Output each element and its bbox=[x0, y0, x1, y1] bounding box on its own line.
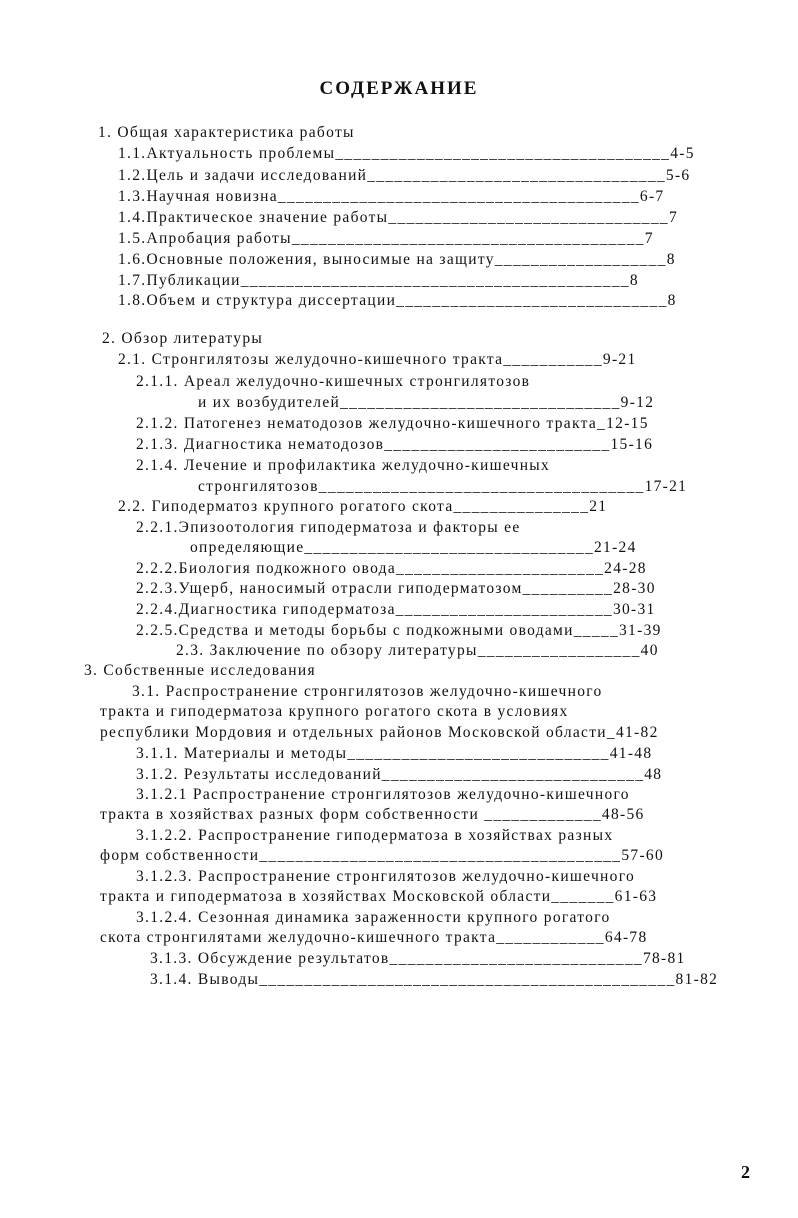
toc-entry-3-1-2-4: 3.1.2.4. Сезонная динамика зараженности крупного рогатого bbox=[136, 909, 611, 926]
toc-entry-3-1-2-2-cont: форм собственности________________________________________57-60 bbox=[100, 847, 665, 864]
toc-entry-2-2-1-cont: определяющие________________________________21-24 bbox=[190, 539, 637, 556]
toc-entry-3-1-2-3-cont: тракта и гиподерматоза в хозяйствах Московской области_______61-63 bbox=[100, 888, 658, 905]
toc-entry-3-1-2-4-cont: скота стронгилятами желудочно-кишечного тракта____________64-78 bbox=[100, 929, 648, 946]
toc-entry-3: 3. Собственные исследования bbox=[84, 662, 316, 679]
toc-entry-2-1-3: 2.1.3. Диагностика нематодозов_________________________15-16 bbox=[136, 436, 654, 453]
toc-entry-2-2-2: 2.2.2.Биология подкожного овода_______________________24-28 bbox=[136, 560, 647, 577]
toc-entry-3-1-2-2: 3.1.2.2. Распространение гиподерматоза в хозяйствах разных bbox=[136, 827, 614, 844]
toc-entry-2-1-1: 2.1.1. Ареал желудочно-кишечных стронгилятозов bbox=[136, 373, 531, 390]
toc-entry-2-1-1-cont: и их возбудителей_______________________________9-12 bbox=[198, 394, 655, 411]
toc-entry-2-2: 2.2. Гиподерматоз крупного рогатого скота_______________21 bbox=[118, 498, 608, 515]
toc-entry-2-1-2: 2.1.2. Патогенез нематодозов желудочно-кишечного тракта_12-15 bbox=[136, 415, 649, 432]
toc-entry-1-6: 1.6.Основные положения, выносимые на защиту___________________8 bbox=[118, 251, 676, 268]
toc-entry-3-1-2-3: 3.1.2.3. Распространение стронгилятозов желудочно-кишечного bbox=[136, 868, 636, 885]
toc-entry-2-1-4: 2.1.4. Лечение и профилактика желудочно-кишечных bbox=[136, 457, 551, 474]
toc-entry-3-1-2-1-cont: тракта в хозяйствах разных форм собственности _____________48-56 bbox=[100, 806, 645, 823]
toc-entry-3-1-1: 3.1.1. Материалы и методы_____________________________41-48 bbox=[136, 745, 653, 762]
page-title: СОДЕРЖАНИЕ bbox=[319, 78, 479, 99]
toc-entry-3-1: 3.1. Распространение стронгилятозов желудочно-кишечного bbox=[132, 683, 603, 700]
toc-entry-1-2: 1.2.Цель и задачи исследований_________________________________5-6 bbox=[118, 167, 691, 184]
toc-entry-3-1-2-1: 3.1.2.1 Распространение стронгилятозов желудочно-кишечного bbox=[136, 786, 630, 803]
toc-entry-3-1-3: 3.1.3. Обсуждение результатов____________________________78-81 bbox=[150, 950, 686, 967]
toc-entry-1-7: 1.7.Публикации___________________________________________8 bbox=[118, 272, 639, 289]
toc-entry-3-1-2: 3.1.2. Результаты исследований_____________________________48 bbox=[136, 766, 663, 783]
toc-entry-2-1-4-cont: стронгилятозов____________________________________17-21 bbox=[198, 478, 688, 495]
toc-entry-1-4: 1.4.Практическое значение работы_______________________________7 bbox=[118, 209, 678, 226]
toc-entry-2-3: 2.3. Заключение по обзору литературы__________________40 bbox=[176, 642, 659, 659]
toc-entry-1-8: 1.8.Объем и структура диссертации______________________________8 bbox=[118, 292, 677, 309]
toc-entry-1-5: 1.5.Апробация работы_______________________________________7 bbox=[118, 230, 654, 247]
toc-entry-3-1-cont-1: тракта и гиподерматоза крупного рогатого скота в условиях bbox=[100, 703, 569, 720]
toc-entry-1-1: 1.1.Актуальность проблемы_____________________________________4-5 bbox=[118, 145, 695, 162]
toc-entry-1-3: 1.3.Научная новизна________________________________________6-7 bbox=[118, 188, 665, 205]
toc-entry-2-2-4: 2.2.4.Диагностика гиподерматоза________________________30-31 bbox=[136, 601, 656, 618]
toc-entry-3-1-4: 3.1.4. Выводы______________________________________________81-82 bbox=[150, 971, 719, 988]
page-number: 2 bbox=[741, 1162, 750, 1182]
toc-entry-1: 1. Общая характеристика работы bbox=[98, 124, 355, 141]
toc-entry-2-2-5: 2.2.5.Средства и методы борьбы с подкожными оводами_____31-39 bbox=[136, 622, 662, 639]
toc-entry-2-2-3: 2.2.3.Ущерб, наносимый отрасли гиподерматозом__________28-30 bbox=[136, 580, 656, 597]
toc-entry-2-1: 2.1. Стронгилятозы желудочно-кишечного тракта___________9-21 bbox=[118, 351, 637, 368]
toc-entry-3-1-cont-2: республики Мордовия и отдельных районов Московской области_41-82 bbox=[100, 724, 659, 741]
toc-entry-2-2-1: 2.2.1.Эпизоотология гиподерматоза и факторы ее bbox=[136, 519, 521, 536]
toc-entry-2: 2. Обзор литературы bbox=[102, 330, 264, 347]
